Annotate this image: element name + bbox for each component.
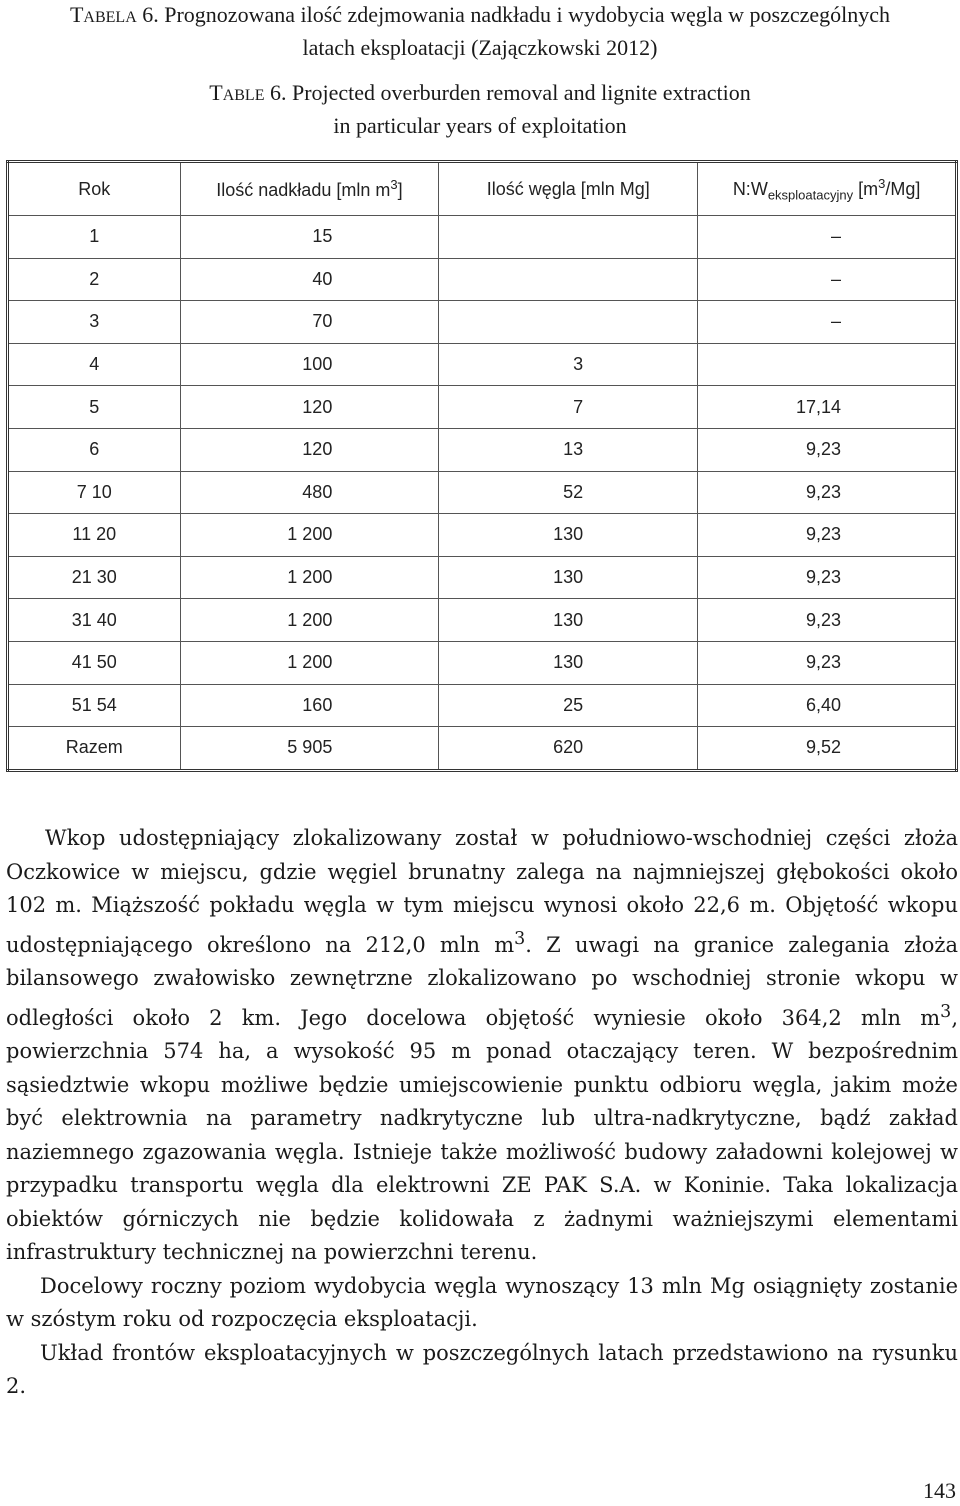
cell-nw: 6,40 [698, 684, 957, 727]
cell-nw: – [698, 258, 957, 301]
cell-wegiel: 130 [439, 641, 698, 684]
table-body [8, 216, 957, 771]
caption-pl-prefix-cap: T [69, 2, 84, 27]
cell-rok: 2 [8, 258, 181, 301]
caption-en-prefix-smallcaps: ABLE [222, 87, 265, 104]
cell-nw [698, 343, 957, 386]
header-col4-sub: eksploatacyjny [767, 187, 854, 203]
cell-nadklad: 15 [180, 216, 439, 259]
cell-wegiel: 52 [439, 471, 698, 514]
cell-rok: Razem [8, 727, 181, 771]
cell-nadklad: 160 [180, 684, 439, 727]
header-col2-sup: 3 [390, 177, 398, 192]
paragraph-1-sup-1: 3 [514, 928, 526, 949]
paragraph-2: Docelowy roczny poziom wydobycia węgla wynoszący 13 mln Mg osiągnięty zostanie w szóstym roku od rozpoczęcia eksploatacji. [6, 1273, 958, 1331]
table-header-row [8, 162, 957, 216]
cell-rok: 21 30 [8, 556, 181, 599]
paragraph-1 [6, 822, 958, 1270]
cell-nw: 17,14 [698, 386, 957, 429]
header-rok: Rok [8, 162, 181, 216]
cell-nadklad: 120 [180, 386, 439, 429]
cell-wegiel: 25 [439, 684, 698, 727]
cell-wegiel: 3 [439, 343, 698, 386]
header-col4-sup: 3 [878, 175, 886, 191]
caption-pl-text-line1: 6. Prognozowana ilość zdejmowania nadkładu i wydobycia węgla w poszczególnych [136, 2, 891, 27]
cell-nw: 9,23 [698, 428, 957, 471]
cell-nadklad: 120 [180, 428, 439, 471]
table-caption-polish [0, 0, 960, 63]
table-row [8, 258, 957, 301]
cell-nw: 9,23 [698, 556, 957, 599]
caption-en-line1 [0, 78, 960, 111]
cell-nw: 9,23 [698, 471, 957, 514]
cell-wegiel: 7 [439, 386, 698, 429]
caption-en-line2: in particular years of exploitation [333, 113, 627, 138]
table-row [8, 727, 957, 771]
table-row [8, 428, 957, 471]
cell-nw: 9,23 [698, 641, 957, 684]
caption-en-prefix-cap: T [209, 80, 223, 105]
data-table [6, 160, 958, 772]
header-col4-close: /Mg] [885, 178, 921, 199]
cell-nadklad: 1 200 [180, 599, 439, 642]
cell-nw: – [698, 301, 957, 344]
table-row [8, 556, 957, 599]
cell-wegiel: 13 [439, 428, 698, 471]
cell-wegiel [439, 216, 698, 259]
paragraph-1-part-a: Wkop udostępniający zlokalizowany został w południowo-wschodniej części złoża Oczkowice w miejscu, gdzie węgiel brunatny zalega na najmniejszej głębokości około 102 m. Miąższość pokładu węgla w tym miejscu wynosi około 22,6 m. Objętość wkopu udostępniającego określono na 212,0 mln m [6, 826, 958, 957]
table-row [8, 599, 957, 642]
cell-nw: – [698, 216, 957, 259]
caption-pl-line2: latach eksploatacji (Zajączkowski 2012) [302, 35, 658, 60]
header-ilosc-nadkladu [180, 162, 439, 216]
cell-wegiel: 130 [439, 514, 698, 557]
cell-rok: 3 [8, 301, 181, 344]
cell-rok: 1 [8, 216, 181, 259]
cell-nw: 9,23 [698, 599, 957, 642]
cell-nadklad: 480 [180, 471, 439, 514]
table-row [8, 514, 957, 557]
caption-en-text-line1: 6. Projected overburden removal and lignite extraction [264, 80, 751, 105]
cell-rok: 4 [8, 343, 181, 386]
paragraph-1-sup-2: 3 [940, 1001, 952, 1022]
header-nw-ratio [698, 162, 957, 216]
cell-wegiel: 130 [439, 599, 698, 642]
header-col2-close: ] [397, 180, 403, 200]
cell-nadklad: 1 200 [180, 556, 439, 599]
cell-nadklad: 1 200 [180, 641, 439, 684]
cell-rok: 51 54 [8, 684, 181, 727]
caption-pl-prefix-smallcaps: ABELA [83, 9, 137, 26]
cell-wegiel [439, 258, 698, 301]
cell-nadklad: 40 [180, 258, 439, 301]
page-number: 143 [923, 1478, 956, 1503]
cell-nw: 9,52 [698, 727, 957, 771]
cell-rok: 31 40 [8, 599, 181, 642]
cell-rok: 7 10 [8, 471, 181, 514]
cell-rok: 5 [8, 386, 181, 429]
header-ilosc-wegla: Ilość węgla [mln Mg] [439, 162, 698, 216]
table-row [8, 641, 957, 684]
paragraph-1-part-b: . Z uwagi na granice zalegania złoża bilansowego zwałowisko zewnętrzne zlokalizowano po wschodniej stronie wkopu w odległości około 2 km. Jego docelowa objętość wyniesie około 364,2 mln m [6, 932, 958, 1030]
cell-nadklad: 70 [180, 301, 439, 344]
cell-rok: 6 [8, 428, 181, 471]
paragraph-1-part-c: , powierzchnia 574 ha, a wysokość 95 m ponad otaczający teren. W bezpośrednim sąsiedztwie wkopu możliwe będzie umiejscowienie punktu odbioru węgla, jakim może być elektrownia na parametry nadkrytyczne lub ultra-nadkrytyczne, bądź zakład naziemnego zgazowania węgla. Istnieje także możliwość budowy załadowni kolejowej w przypadku transportu węgla dla elektrowni ZE PAK S.A. w Koninie. Taka lokalizacja obiektów górniczych nie będzie kolidowała z żadnymi ważniejszymi elementami infrastruktury technicznej na powierzchni terenu. [6, 1005, 958, 1264]
cell-nadklad: 100 [180, 343, 439, 386]
table-row [8, 471, 957, 514]
paragraph-3: Układ frontów eksploatacyjnych w poszczególnych latach przedstawiono na rysunku 2. [6, 1340, 958, 1398]
cell-nw: 9,23 [698, 514, 957, 557]
cell-wegiel: 620 [439, 727, 698, 771]
table-caption-english [0, 78, 960, 141]
header-col2-text: Ilość nadkładu [mln m [216, 180, 391, 200]
cell-wegiel: 130 [439, 556, 698, 599]
caption-pl-line1 [0, 0, 960, 33]
table-row [8, 386, 957, 429]
header-col4-text: N:W [732, 178, 768, 199]
table-row [8, 216, 957, 259]
body-text [6, 822, 958, 1404]
table-row [8, 301, 957, 344]
header-col4-mid: [m [853, 178, 879, 199]
cell-rok: 11 20 [8, 514, 181, 557]
cell-nadklad: 5 905 [180, 727, 439, 771]
cell-wegiel [439, 301, 698, 344]
table-row [8, 343, 957, 386]
table-row [8, 684, 957, 727]
cell-rok: 41 50 [8, 641, 181, 684]
cell-nadklad: 1 200 [180, 514, 439, 557]
